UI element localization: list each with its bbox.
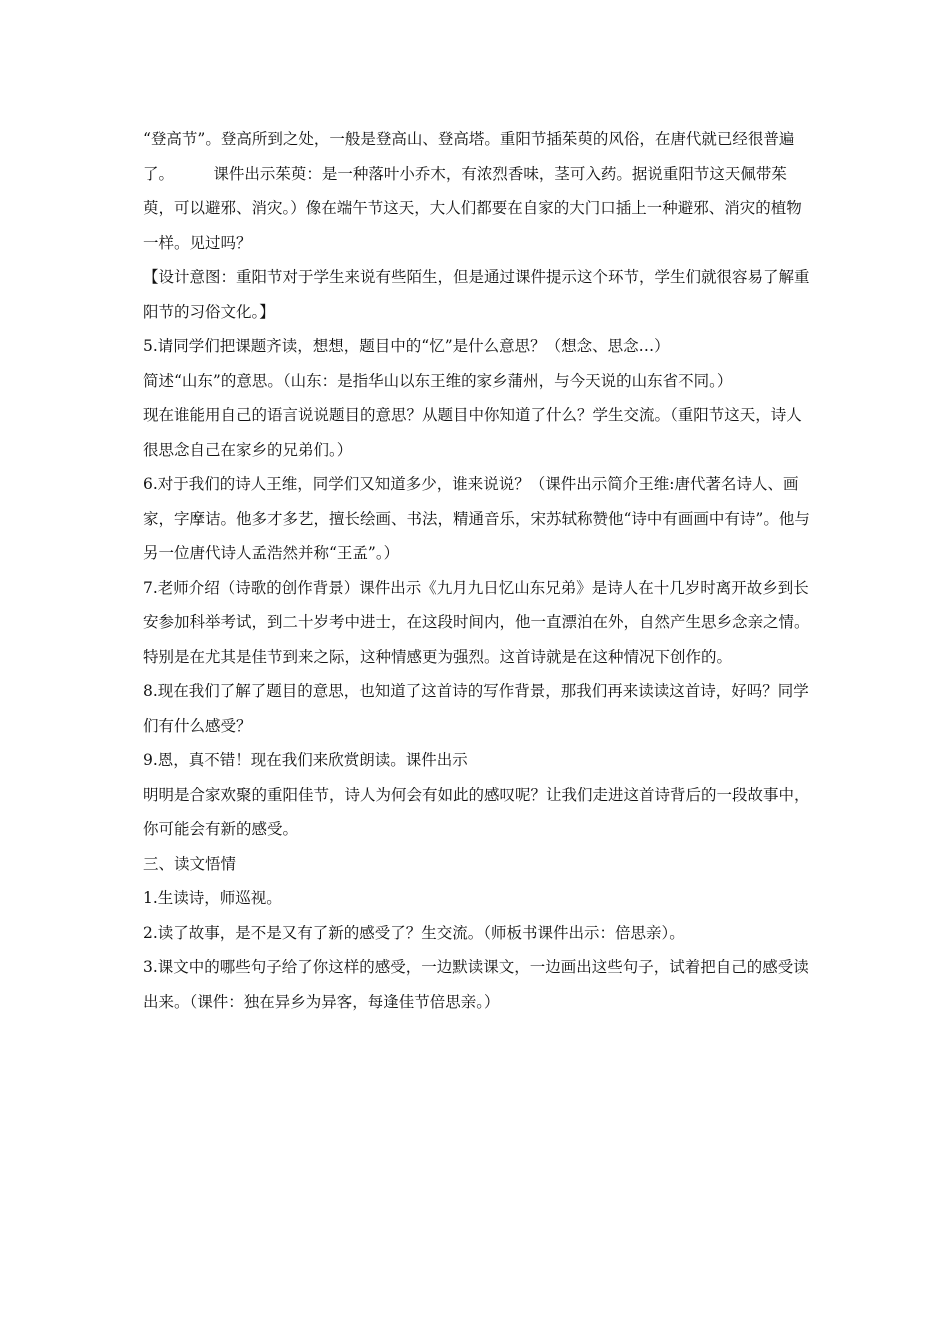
paragraph-story-intro: 明明是合家欢聚的重阳佳节，诗人为何会有如此的感叹呢？让我们走进这首诗背后的一段故事中，你可能会有新的感受。 [143,785,810,838]
paragraph-step-8: 8.现在我们了解了题目的意思，也知道了这首诗的写作背景，那我们再来读读这首诗，好吗？同学们有什么感受？ [143,682,809,735]
paragraph-step-6: 6.对于我们的诗人王维，同学们又知道多少，谁来说说？（课件出示简介王维:唐代著名诗人、画家，字摩诘。他多才多艺，擅长绘画、书法，精通音乐，宋苏轼称赞他“诗中有画画中有诗”。他与另一位唐代诗人孟浩然并称“王孟”。） [143,475,810,562]
paragraph-design-intent: 【设计意图：重阳节对于学生来说有些陌生，但是通过课件提示这个环节，学生们就很容易了解重阳节的习俗文化。】 [143,268,810,321]
paragraph-step-5: 5.请同学们把课题齐读，想想，题目中的“忆”是什么意思？（想念、思念…） [143,337,670,355]
section-heading-read-and-feel: 三、读文悟情 [143,854,237,873]
paragraph-shandong-meaning: 简述“山东”的意思。（山东：是指华山以东王维的家乡蒲州，与今天说的山东省不同。） [143,371,733,390]
paragraph-step-7: 7.老师介绍（诗歌的创作背景）课件出示《九月九日忆山东兄弟》是诗人在十几岁时离开故乡到长安参加科举考试，到二十岁考中进士，在这段时间内，他一直漂泊在外，自然产生思乡念亲之情。特别是在尤其是佳节到来之际，这种情感更为强烈。这首诗就是在这种情况下创作的。 [143,578,810,666]
paragraph-dengaojie: “登高节”。登高所到之处，一般是登高山、登高塔。重阳节插茱萸的风俗，在唐代就已经很普遍了。 课件出示茱萸：是一种落叶小乔木，有浓烈香味，茎可入药。据说重阳节这天佩带茱萸，可以避邪、消灾。）像在端午节这天，大人们都要在自家的大门口插上一种避邪、消灾的植物一样。见过吗？ [143,130,802,252]
document-body [143,122,811,1019]
paragraph-read-3: 3.课文中的哪些句子给了你这样的感受，一边默读课文，一边画出这些句子，试着把自己的感受读出来。（课件：独在异乡为异客，每逢佳节倍思亲。） [143,958,809,1011]
paragraph-read-2: 2.读了故事，是不是又有了新的感受了？生交流。（师板书课件出示：倍思亲）。 [143,923,685,942]
paragraph-step-9: 9.恩，真不错！现在我们来欣赏朗读。课件出示 [143,751,468,769]
paragraph-title-meaning: 现在谁能用自己的语言说说题目的意思？从题目中你知道了什么？学生交流。（重阳节这天，诗人很思念自己在家乡的兄弟们。） [143,406,802,459]
paragraph-read-1: 1.生读诗，师巡视。 [143,889,282,907]
